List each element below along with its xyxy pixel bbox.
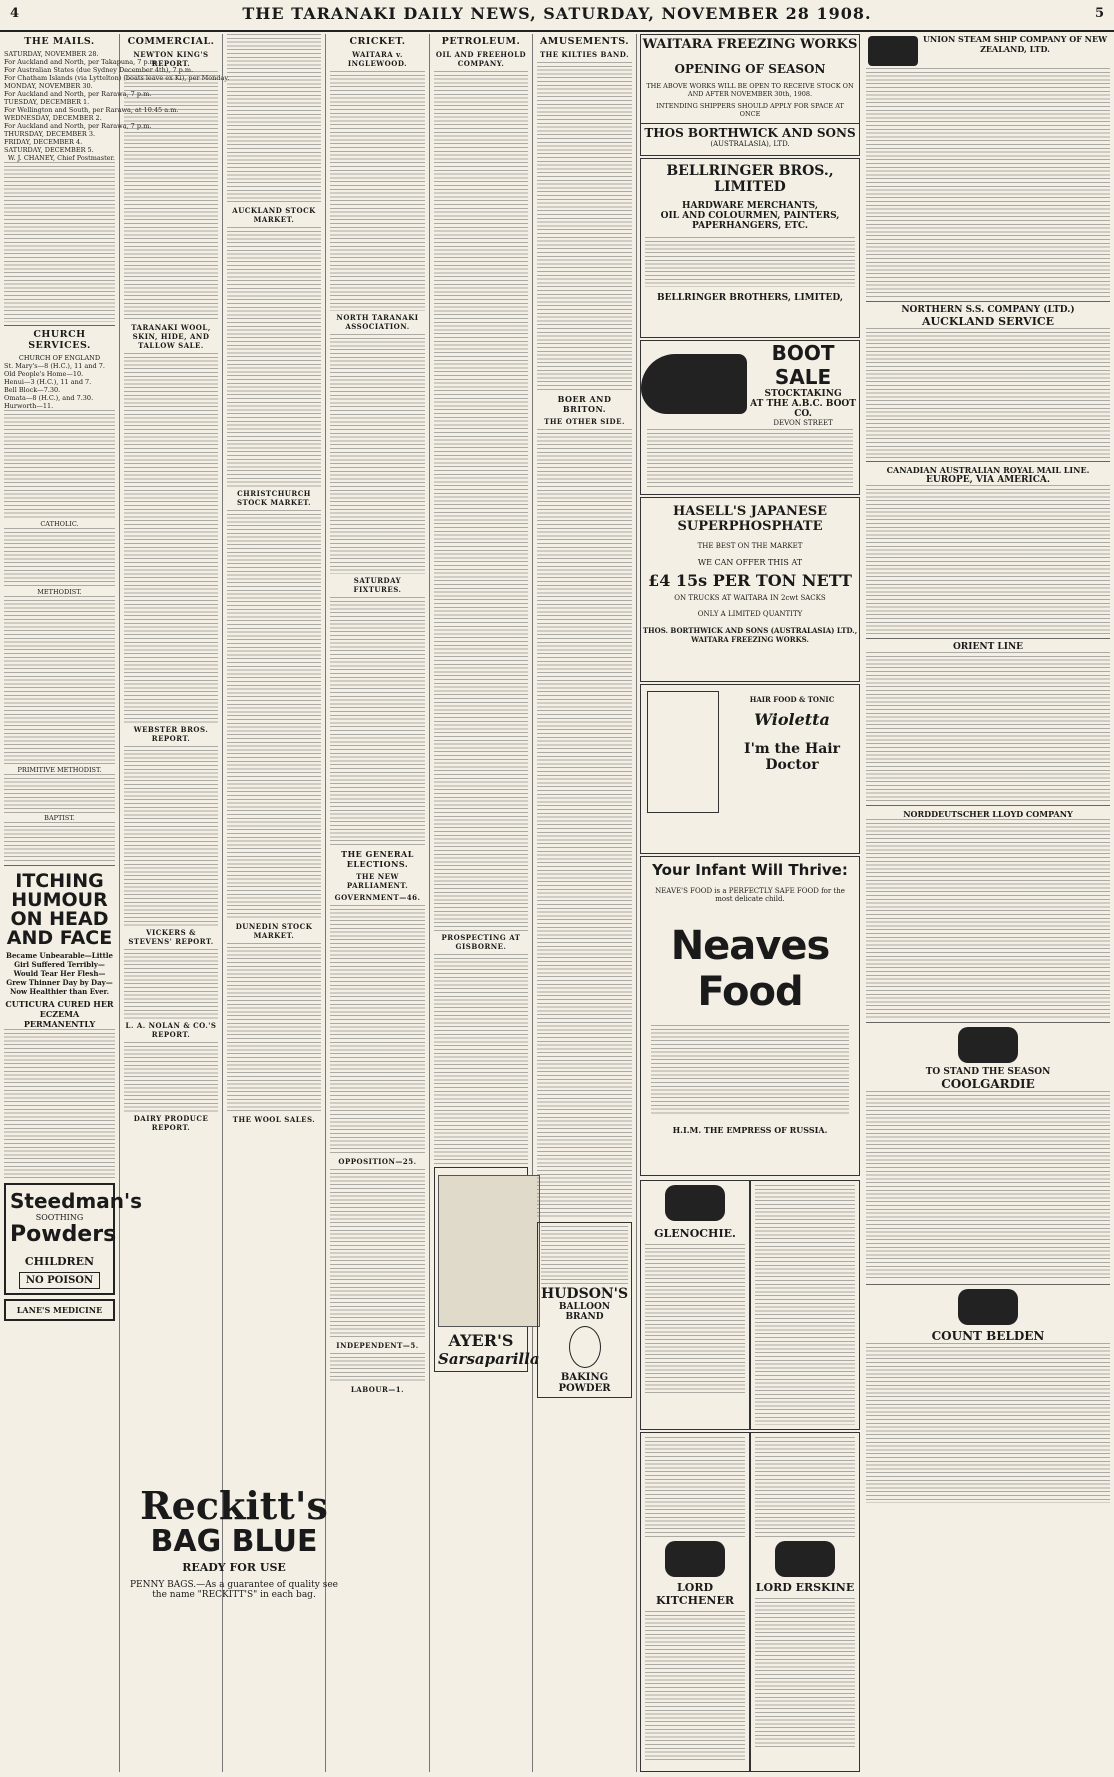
ayers-brand: AYER'S	[448, 1331, 514, 1350]
trucks-line: ON TRUCKS AT WAITARA IN 2cwt SACKS	[674, 594, 826, 602]
church-line: Bell Block—7.30.	[4, 386, 61, 394]
church-line: PRIMITIVE METHODIST.	[17, 766, 102, 774]
cricket-title: CRICKET.	[349, 36, 406, 47]
page-number-right: 5	[1094, 6, 1104, 21]
mail-line: TUESDAY, DECEMBER 1.	[4, 98, 90, 106]
lord-erskine-title: LORD ERSKINE	[755, 1581, 855, 1594]
steedman-sub: SOOTHING	[35, 1213, 84, 1222]
other-side-title: THE OTHER SIDE.	[544, 417, 625, 426]
mail-line: For Australian States (due Sydney December 4th), 7 p.m.	[4, 66, 194, 74]
bellringer-title: BELLRINGER BROS., LIMITED	[666, 163, 834, 195]
mail-line: WEDNESDAY, DECEMBER 2.	[4, 114, 102, 122]
kilties-title: THE KILTIES BAND.	[539, 50, 630, 59]
amusements-title: AMUSEMENTS.	[539, 36, 630, 47]
mail-line: THURSDAY, DECEMBER 3.	[4, 130, 96, 138]
mail-line: W. J. CHANEY, Chief Postmaster.	[7, 154, 115, 162]
north-assoc-title: NORTH TARANAKI ASSOCIATION.	[336, 313, 419, 331]
lord-kitchener-ad	[640, 1432, 750, 1772]
cuticura-line: CUTICURA CURED HER ECZEMA PERMANENTLY	[5, 999, 114, 1029]
cricket-body	[330, 71, 425, 311]
neaves-brand: Neaves Food	[670, 923, 830, 1015]
mails-title: THE MAILS.	[24, 36, 95, 47]
neaves-food-ad	[640, 856, 860, 1176]
borthwick-sub: (AUSTRALASIA), LTD.	[710, 140, 790, 148]
column-shipping	[862, 34, 1114, 1772]
auckland-service: AUCKLAND SERVICE	[921, 315, 1055, 328]
stocktaking: STOCKTAKING	[764, 389, 842, 399]
count-belden-body	[866, 1343, 1110, 1503]
neaves-line: NEAVE'S FOOD is a PERFECTLY SAFE FOOD for the most delicate child.	[655, 887, 845, 903]
fixtures-title: SATURDAY FIXTURES.	[353, 576, 402, 594]
intending-shippers: INTENDING SHIPPERS SHOULD APPLY FOR SPACE AT ONCE	[656, 102, 844, 118]
land-building-ad	[750, 1180, 860, 1430]
church-list	[4, 354, 115, 862]
newton-king-title: NEWTON KING'S REPORT.	[133, 50, 209, 68]
hardware-line: HARDWARE MERCHANTS,	[682, 201, 818, 211]
boer-body	[537, 429, 632, 1219]
horse-image	[958, 1027, 1018, 1063]
reckitts-brand: Reckitt's	[140, 1483, 328, 1528]
waitara-title: WAITARA FREEZING WORKS	[642, 37, 858, 52]
oil-colour-line: OIL AND COLOURMEN, PAINTERS, PAPERHANGERS, ETC.	[660, 211, 840, 231]
independent-title: INDEPENDENT—5.	[336, 1341, 419, 1350]
hudsons-brand: HUDSON'S	[541, 1286, 629, 1302]
hair-doctor-ad	[640, 684, 860, 854]
mail-line: For Chatham Islands (via Lyttelton) (boats leave ex Ki), per Monday.	[4, 74, 230, 82]
church-line: Omata—8 (H.C.), and 7.30.	[4, 394, 94, 402]
church-title: CHURCH SERVICES.	[28, 329, 91, 351]
church-line: CATHOLIC.	[40, 520, 79, 528]
opposition-title: OPPOSITION—25.	[338, 1157, 417, 1166]
penny-bags: PENNY BAGS.—As a guarantee of quality see the name "RECKITT'S" in each bag.	[129, 1580, 339, 1600]
nolan-body	[124, 1042, 218, 1112]
ship-logo-icon	[868, 36, 918, 66]
borthwick-ad	[640, 124, 860, 156]
commercial-title: COMMERCIAL.	[127, 36, 215, 47]
boot-image	[641, 354, 747, 414]
christchurch-stock-body	[227, 510, 321, 920]
column-petroleum	[430, 34, 540, 1772]
borthwick-footer: THOS. BORTHWICK AND SONS (AUSTRALASIA) LTD., WAITARA FREEZING WORKS.	[642, 626, 858, 644]
boot-sale-title: BOOT SALE	[771, 341, 835, 389]
govt-list	[330, 905, 425, 1155]
empress-line: H.I.M. THE EMPRESS OF RUSSIA.	[672, 1125, 828, 1135]
itching-sub: Became Unbearable—Little Girl Suffered Terribly—Would Tear Her Flesh—Grew Thinner Day by Day—Now Healthier than Ever.	[6, 951, 113, 996]
steedman-powders: Powders	[10, 1222, 117, 1247]
lord-erskine-ad	[750, 1432, 860, 1772]
wool-sales-title: THE WOOL SALES.	[232, 1115, 316, 1124]
best-market: THE BEST ON THE MARKET	[697, 542, 803, 550]
bellringer-footer: BELLRINGER BROTHERS, LIMITED,	[657, 293, 843, 303]
lloyd-body	[866, 819, 1110, 1019]
fixtures-body	[330, 597, 425, 847]
christchurch-stock-title: CHRISTCHURCH STOCK MARKET.	[236, 489, 312, 507]
union-title: UNION STEAM SHIP COMPANY OF NEW ZEALAND, LTD.	[922, 34, 1108, 54]
vickers-body	[124, 949, 218, 1019]
masthead-title: THE TARANAKI DAILY NEWS, SATURDAY, NOVEMBER 28 1908.	[242, 4, 872, 23]
horse-image	[775, 1541, 835, 1577]
balloon-icon	[569, 1326, 601, 1368]
orient-body	[866, 652, 1110, 802]
opposition-list	[330, 1169, 425, 1339]
webster-body	[124, 746, 218, 926]
superphosphate-ad	[640, 497, 860, 682]
opening-season: OPENING OF SEASON	[674, 62, 826, 76]
waitara-text: THE ABOVE WORKS WILL BE OPEN TO RECEIVE STOCK ON AND AFTER NOVEMBER 30th, 1908.	[646, 82, 854, 98]
church-line: Hurworth—11.	[4, 402, 54, 410]
bellringer-ad	[640, 158, 860, 338]
kilties-body	[537, 62, 632, 392]
mail-line: For Auckland and North, per Rarawa, 7 p.m.	[4, 122, 152, 130]
church-line: METHODIST.	[37, 588, 82, 596]
stock-intro	[227, 34, 321, 204]
page-number-left: 4	[10, 6, 20, 21]
no-poison-badge: NO POISON	[19, 1272, 100, 1289]
reckitts-ad	[128, 1485, 340, 1605]
lloyd-title: NORDDEUTSCHER LLOYD COMPANY	[903, 809, 1073, 819]
abc-boot-co: AT THE A.B.C. BOOT CO.	[750, 399, 856, 419]
northern-body	[866, 328, 1110, 458]
hasell-title: HASELL'S JAPANESE SUPERPHOSPHATE	[672, 504, 828, 534]
waitara-cricket-title: WAITARA v. INGLEWOOD.	[347, 50, 408, 68]
balloon-brand: BALLOON BRAND	[558, 1302, 611, 1322]
mail-line: FRIDAY, DECEMBER 4.	[4, 138, 83, 146]
northern-title: NORTHERN S.S. COMPANY (LTD.)	[901, 305, 1075, 315]
elections-title: THE GENERAL ELECTIONS.	[341, 849, 414, 869]
lord-kitchener-title: LORD KITCHENER	[655, 1581, 734, 1607]
baking-powder: BAKING POWDER	[558, 1372, 611, 1394]
gisborne-body	[434, 954, 528, 1164]
sarsaparilla: Sarsaparilla	[438, 1350, 540, 1368]
independent-list	[330, 1353, 425, 1383]
mail-line: SATURDAY, DECEMBER 5.	[4, 146, 94, 154]
hair-doctor-title: I'm the Hair Doctor	[744, 741, 840, 773]
infant-thrive: Your Infant Will Thrive:	[652, 861, 848, 879]
church-line: BAPTIST.	[44, 814, 75, 822]
lanes-ad	[4, 1299, 115, 1321]
newton-king-body	[124, 71, 218, 321]
column-amusements	[533, 34, 637, 1772]
limited-qty: ONLY A LIMITED QUANTITY	[697, 610, 803, 618]
horse-image	[958, 1289, 1018, 1325]
borthwick-title: THOS BORTHWICK AND SONS	[644, 126, 856, 140]
labour-title: LABOUR—1.	[350, 1385, 405, 1394]
gisborne-title: PROSPECTING AT GISBORNE.	[441, 933, 521, 951]
ayers-ad	[434, 1167, 540, 1372]
ready-for-use: READY FOR USE	[182, 1561, 286, 1574]
union-body	[866, 68, 1110, 298]
coolgardie-body	[866, 1091, 1110, 1281]
hair-bottle-image	[647, 691, 719, 813]
oil-co-title: OIL AND FREEHOLD COMPANY.	[435, 50, 527, 68]
church-line: CHURCH OF ENGLAND	[18, 354, 101, 362]
steedman-brand: Steedman's	[10, 1189, 143, 1213]
mail-line: For Wellington and South, per Rarawa, at 10.45 a.m.	[4, 106, 179, 114]
violetta-brand: Wioletta	[754, 710, 830, 729]
boot-sale-ad	[640, 340, 860, 495]
devon-street: DEVON STREET	[773, 419, 833, 427]
count-belden-title: COUNT BELDEN	[931, 1329, 1045, 1343]
column-cricket-elections	[326, 34, 430, 1772]
bag-blue: BAG BLUE	[150, 1524, 318, 1559]
horse-image	[665, 1541, 725, 1577]
petroleum-title: PETROLEUM.	[441, 36, 521, 47]
orient-title: ORIENT LINE	[952, 642, 1024, 652]
church-line: Henui—3 (H.C.), 11 and 7.	[4, 378, 92, 386]
mail-line: For Auckland and North, per Rarawa, 7 p.m.	[4, 90, 152, 98]
nolan-title: L. A. NOLAN & CO.'S REPORT.	[125, 1021, 217, 1039]
cuticura-body	[4, 1029, 115, 1179]
wool-sale-body	[124, 353, 218, 723]
webster-title: WEBSTER BROS. REPORT.	[133, 725, 209, 743]
bottle-image	[438, 1175, 540, 1327]
price-line: £4 15s PER TON NETT	[648, 571, 852, 590]
mail-line: MONDAY, NOVEMBER 30.	[4, 82, 93, 90]
hair-food-tonic: HAIR FOOD & TONIC	[749, 695, 835, 704]
new-parl-title: THE NEW PARLIAMENT.	[346, 872, 409, 890]
oil-co-body	[434, 71, 528, 931]
auckland-stock-body	[227, 227, 321, 487]
mail-line: For Auckland and North, per Takapuna, 7 p.m.	[4, 58, 158, 66]
europe-title: EUROPE, VIA AMERICA.	[925, 475, 1050, 485]
itching-heading: ITCHING HUMOUR ON HEAD AND FACE	[6, 870, 113, 949]
mails-filler	[4, 162, 115, 322]
dairy-title: DAIRY PRODUCE REPORT.	[133, 1114, 209, 1132]
glenochie-ad	[640, 1180, 750, 1430]
hudsons-ad	[537, 1222, 632, 1398]
horse-image	[665, 1185, 725, 1221]
govt-title: GOVERNMENT—46.	[334, 893, 421, 902]
dunedin-stock-title: DUNEDIN STOCK MARKET.	[235, 922, 313, 940]
steedman-ad	[4, 1183, 143, 1295]
mail-line: SATURDAY, NOVEMBER 28.	[4, 50, 99, 58]
masthead	[0, 0, 1114, 32]
lanes-title: LANE'S MEDICINE	[16, 1305, 103, 1315]
coolgardie-title: COOLGARDIE	[941, 1077, 1035, 1091]
canadian-title: CANADIAN AUSTRALIAN ROYAL MAIL LINE.	[886, 465, 1090, 475]
steedman-children: CHILDREN	[24, 1255, 95, 1268]
boer-title: BOER AND BRITON.	[557, 394, 612, 414]
wool-sale-title: TARANAKI WOOL, SKIN, HIDE, AND TALLOW SALE.	[131, 323, 211, 350]
waitara-freezing-ad	[640, 34, 860, 124]
stand-season: TO STAND THE SEASON	[925, 1067, 1051, 1077]
church-line: St. Mary's—8 (H.C.), 11 and 7.	[4, 362, 105, 370]
canadian-body	[866, 485, 1110, 635]
auckland-stock-title: AUCKLAND STOCK MARKET.	[232, 206, 316, 224]
glenochie-title: GLENOCHIE.	[654, 1227, 736, 1240]
vickers-title: VICKERS & STEVENS' REPORT.	[128, 928, 214, 946]
church-line: Old People's Home—10.	[4, 370, 84, 378]
offer-line: WE CAN OFFER THIS AT	[697, 558, 803, 567]
north-assoc-body	[330, 334, 425, 574]
dunedin-stock-body	[227, 943, 321, 1113]
